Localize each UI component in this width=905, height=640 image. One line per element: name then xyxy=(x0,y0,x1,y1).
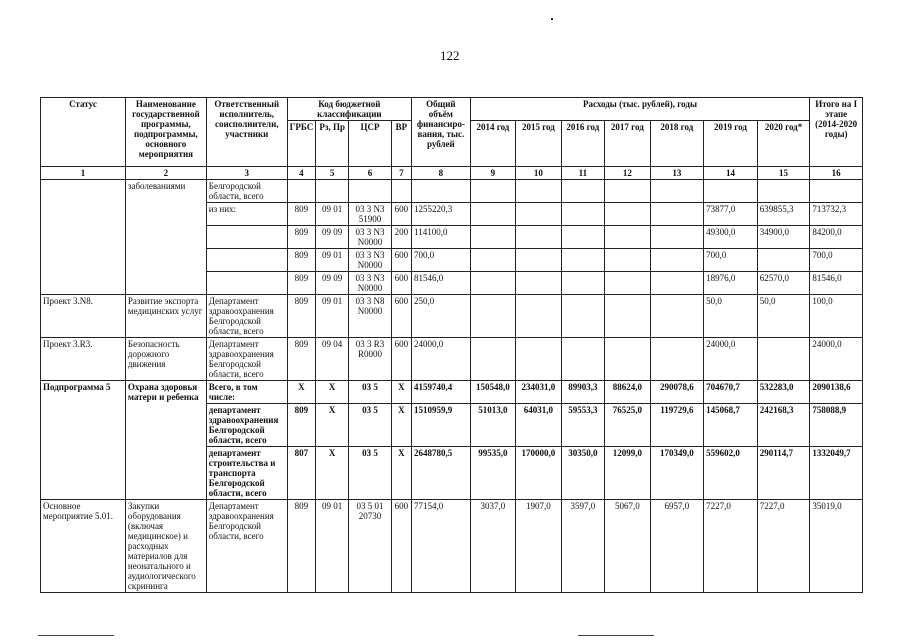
cell-2014 xyxy=(470,180,515,203)
header-expenses: Расходы (тыс. рублей), годы xyxy=(470,98,810,121)
cell-rz-pr: 09 09 xyxy=(315,226,348,249)
speck-mark xyxy=(551,18,553,20)
col-index: 5 xyxy=(315,167,348,180)
header-vr: ВР xyxy=(391,121,411,167)
cell-csr: 03 3 N3 N0000 xyxy=(349,226,391,249)
cell-executor: Белгородской области, всего xyxy=(206,180,287,203)
cell-2017 xyxy=(605,249,650,272)
cell-total: 2648780,5 xyxy=(412,447,471,500)
header-2017: 2017 год xyxy=(605,121,650,167)
cell-2016: 3597,0 xyxy=(561,500,604,593)
cell-status xyxy=(41,272,126,295)
cell-grbs: 809 xyxy=(287,338,315,381)
cell-rz-pr: 09 01 xyxy=(315,500,348,593)
cell-2015 xyxy=(516,180,561,203)
cell-2017 xyxy=(605,295,650,338)
table-row xyxy=(41,500,863,593)
cell-2019: 145068,7 xyxy=(704,404,758,447)
col-index: 12 xyxy=(605,167,650,180)
cell-2015 xyxy=(516,226,561,249)
cell-name xyxy=(125,203,206,226)
cell-2015 xyxy=(516,338,561,381)
col-index: 11 xyxy=(561,167,604,180)
cell-vr: Х xyxy=(391,381,411,404)
cell-2020: 639855,3 xyxy=(757,203,810,226)
cell-2019: 50,0 xyxy=(704,295,758,338)
cell-2019 xyxy=(704,180,758,203)
table-row xyxy=(41,226,863,249)
cell-total: 24000,0 xyxy=(412,338,471,381)
cell-2018: 170349,0 xyxy=(650,447,704,500)
header-name: Наименование государственной программы, подпрограммы, основного мероприятия xyxy=(125,98,206,167)
cell-csr: 03 5 xyxy=(349,447,391,500)
cell-csr: 03 5 xyxy=(349,404,391,447)
cell-itogo: 713732,3 xyxy=(810,203,863,226)
cell-grbs: 809 xyxy=(287,404,315,447)
cell-2014 xyxy=(470,295,515,338)
col-index: 8 xyxy=(412,167,471,180)
cell-grbs: 809 xyxy=(287,272,315,295)
cell-executor: департамент здравоохранения Белгородской области, всего xyxy=(206,404,287,447)
header-2019: 2019 год xyxy=(704,121,758,167)
cell-2015: 1907,0 xyxy=(516,500,561,593)
cell-csr: 03 3 N3 51900 xyxy=(349,203,391,226)
cell-status xyxy=(41,180,126,203)
cell-executor: Департамент здравоохранения Белгородской области, всего xyxy=(206,500,287,593)
cell-name xyxy=(125,447,206,500)
cell-itogo: 700,0 xyxy=(810,249,863,272)
cell-2019: 559602,0 xyxy=(704,447,758,500)
cell-itogo: 100,0 xyxy=(810,295,863,338)
col-index: 4 xyxy=(287,167,315,180)
header-2016: 2016 год xyxy=(561,121,604,167)
cell-grbs: Х xyxy=(287,381,315,404)
cell-name: Безопасность дорожного движения xyxy=(125,338,206,381)
cell-vr: 600 xyxy=(391,249,411,272)
col-index: 16 xyxy=(810,167,863,180)
header-2015: 2015 год xyxy=(516,121,561,167)
cell-grbs: 809 xyxy=(287,295,315,338)
header-2014: 2014 год xyxy=(470,121,515,167)
cell-2018 xyxy=(650,272,704,295)
cell-2018: 6957,0 xyxy=(650,500,704,593)
col-index: 1 xyxy=(41,167,126,180)
footer-rule-left xyxy=(38,635,114,636)
cell-2017: 76525,0 xyxy=(605,404,650,447)
cell-rz-pr: Х xyxy=(315,381,348,404)
cell-executor: Департамент здравоохранения Белгородской области, всего xyxy=(206,295,287,338)
cell-status: Проект 3.R3. xyxy=(41,338,126,381)
cell-2020: 290114,7 xyxy=(757,447,810,500)
cell-itogo: 2090138,6 xyxy=(810,381,863,404)
cell-name: Развитие экспорта медицинских услуг xyxy=(125,295,206,338)
cell-status xyxy=(41,203,126,226)
cell-name: заболеваниями xyxy=(125,180,206,203)
cell-rz-pr: 09 01 xyxy=(315,203,348,226)
cell-2017 xyxy=(605,226,650,249)
cell-rz-pr: 09 01 xyxy=(315,295,348,338)
cell-2020 xyxy=(757,249,810,272)
header-itogo: Итого на I этапе (2014-2020 годы) xyxy=(810,98,863,167)
cell-2014: 3037,0 xyxy=(470,500,515,593)
cell-2014 xyxy=(470,203,515,226)
cell-2016 xyxy=(561,226,604,249)
cell-itogo: 1332049,7 xyxy=(810,447,863,500)
cell-2019: 700,0 xyxy=(704,249,758,272)
cell-2014 xyxy=(470,338,515,381)
footer-rule-right xyxy=(578,635,654,636)
cell-2016 xyxy=(561,272,604,295)
budget-table xyxy=(40,97,863,593)
cell-2016 xyxy=(561,249,604,272)
cell-vr: 600 xyxy=(391,338,411,381)
cell-grbs: 809 xyxy=(287,249,315,272)
cell-2018 xyxy=(650,226,704,249)
cell-csr: 03 3 N8 N0000 xyxy=(349,295,391,338)
cell-name xyxy=(125,249,206,272)
cell-vr: 600 xyxy=(391,272,411,295)
table-row xyxy=(41,249,863,272)
cell-rz-pr: Х xyxy=(315,404,348,447)
column-index-row xyxy=(41,167,863,180)
cell-executor: департамент строительства и транспорта Белгородской области, всего xyxy=(206,447,287,500)
cell-grbs: 809 xyxy=(287,226,315,249)
cell-total: 114100,0 xyxy=(412,226,471,249)
cell-executor xyxy=(206,272,287,295)
cell-2019: 24000,0 xyxy=(704,338,758,381)
cell-total: 4159740,4 xyxy=(412,381,471,404)
cell-itogo: 84200,0 xyxy=(810,226,863,249)
cell-status: Основное мероприятие 5.01. xyxy=(41,500,126,593)
cell-2018 xyxy=(650,180,704,203)
cell-2018 xyxy=(650,338,704,381)
cell-2018 xyxy=(650,295,704,338)
cell-2017: 88624,0 xyxy=(605,381,650,404)
cell-status: Проект 3.N8. xyxy=(41,295,126,338)
cell-total: 1510959,9 xyxy=(412,404,471,447)
col-index: 6 xyxy=(349,167,391,180)
cell-2016 xyxy=(561,203,604,226)
cell-2016 xyxy=(561,295,604,338)
cell-name xyxy=(125,226,206,249)
cell-total: 81546,0 xyxy=(412,272,471,295)
header-budget-code: Код бюджетной классификации xyxy=(287,98,411,121)
table-row xyxy=(41,272,863,295)
page-number: 122 xyxy=(440,48,460,63)
cell-2015: 64031,0 xyxy=(516,404,561,447)
cell-2020: 7227,0 xyxy=(757,500,810,593)
table-row xyxy=(41,404,863,447)
cell-rz-pr: 09 01 xyxy=(315,249,348,272)
cell-itogo: 81546,0 xyxy=(810,272,863,295)
cell-vr: 600 xyxy=(391,295,411,338)
header-grbs: ГРБС xyxy=(287,121,315,167)
cell-2017 xyxy=(605,272,650,295)
cell-grbs: 809 xyxy=(287,203,315,226)
cell-total: 77154,0 xyxy=(412,500,471,593)
cell-2020: 532283,0 xyxy=(757,381,810,404)
cell-csr: 03 3 N3 N0000 xyxy=(349,272,391,295)
cell-2020: 34900,0 xyxy=(757,226,810,249)
cell-2014 xyxy=(470,272,515,295)
cell-rz-pr xyxy=(315,180,348,203)
cell-status xyxy=(41,447,126,500)
header-total: Общий объём финансиро-вания, тыс. рублей xyxy=(412,98,471,167)
col-index: 15 xyxy=(757,167,810,180)
cell-2016 xyxy=(561,180,604,203)
cell-executor xyxy=(206,249,287,272)
cell-2017: 5067,0 xyxy=(605,500,650,593)
cell-csr: 03 3 N3 N0000 xyxy=(349,249,391,272)
cell-vr: 200 xyxy=(391,226,411,249)
cell-name xyxy=(125,272,206,295)
cell-name: Охрана здоровья матери и ребенка xyxy=(125,381,206,404)
cell-2014: 51013,0 xyxy=(470,404,515,447)
cell-2014: 150548,0 xyxy=(470,381,515,404)
cell-2017 xyxy=(605,180,650,203)
cell-status: Подпрограмма 5 xyxy=(41,381,126,404)
cell-2018: 290078,6 xyxy=(650,381,704,404)
cell-2018 xyxy=(650,203,704,226)
col-index: 2 xyxy=(125,167,206,180)
cell-2019: 73877,0 xyxy=(704,203,758,226)
header-2020: 2020 год* xyxy=(757,121,810,167)
cell-itogo xyxy=(810,180,863,203)
cell-2015 xyxy=(516,249,561,272)
cell-2016 xyxy=(561,338,604,381)
header-status: Статус xyxy=(41,98,126,167)
table-row xyxy=(41,203,863,226)
cell-vr: 600 xyxy=(391,500,411,593)
cell-2015: 234031,0 xyxy=(516,381,561,404)
cell-total: 250,0 xyxy=(412,295,471,338)
cell-2015 xyxy=(516,203,561,226)
cell-itogo: 758088,9 xyxy=(810,404,863,447)
cell-2020: 242168,3 xyxy=(757,404,810,447)
cell-name: Закупки оборудования (включая медицинское) и расходных материалов для неонатального и аудиологического скрининга xyxy=(125,500,206,593)
cell-rz-pr: Х xyxy=(315,447,348,500)
cell-executor: из них: xyxy=(206,203,287,226)
cell-vr: 600 xyxy=(391,203,411,226)
cell-executor: Всего, в том числе: xyxy=(206,381,287,404)
header-executor: Ответственный исполнитель, соисполнители, участники xyxy=(206,98,287,167)
cell-2019: 704670,7 xyxy=(704,381,758,404)
header-2018: 2018 год xyxy=(650,121,704,167)
cell-2019: 49300,0 xyxy=(704,226,758,249)
cell-status xyxy=(41,404,126,447)
cell-status xyxy=(41,226,126,249)
table-row xyxy=(41,295,863,338)
header-csr: ЦСР xyxy=(349,121,391,167)
cell-total: 700,0 xyxy=(412,249,471,272)
cell-2017: 12099,0 xyxy=(605,447,650,500)
col-index: 9 xyxy=(470,167,515,180)
cell-2015 xyxy=(516,272,561,295)
cell-grbs: 809 xyxy=(287,500,315,593)
cell-2015: 170000,0 xyxy=(516,447,561,500)
cell-csr xyxy=(349,180,391,203)
cell-2019: 7227,0 xyxy=(704,500,758,593)
cell-csr: 03 5 xyxy=(349,381,391,404)
cell-2014 xyxy=(470,249,515,272)
cell-status xyxy=(41,249,126,272)
cell-2019: 18976,0 xyxy=(704,272,758,295)
cell-2018 xyxy=(650,249,704,272)
cell-rz-pr: 09 04 xyxy=(315,338,348,381)
cell-itogo: 35019,0 xyxy=(810,500,863,593)
table-row xyxy=(41,447,863,500)
cell-vr xyxy=(391,180,411,203)
cell-2020 xyxy=(757,180,810,203)
cell-2020: 50,0 xyxy=(757,295,810,338)
cell-2014 xyxy=(470,226,515,249)
cell-rz-pr: 09 09 xyxy=(315,272,348,295)
table-row xyxy=(41,381,863,404)
cell-2017 xyxy=(605,338,650,381)
cell-executor: Департамент здравоохранения Белгородской области, всего xyxy=(206,338,287,381)
cell-2015 xyxy=(516,295,561,338)
cell-2018: 119729,6 xyxy=(650,404,704,447)
cell-csr: 03 5 01 20730 xyxy=(349,500,391,593)
col-index: 14 xyxy=(704,167,758,180)
cell-2020: 62570,0 xyxy=(757,272,810,295)
cell-2017 xyxy=(605,203,650,226)
cell-vr: Х xyxy=(391,404,411,447)
cell-2014: 99535,0 xyxy=(470,447,515,500)
cell-itogo: 24000,0 xyxy=(810,338,863,381)
cell-csr: 03 3 R3 R0000 xyxy=(349,338,391,381)
table-row xyxy=(41,338,863,381)
cell-2016: 59553,3 xyxy=(561,404,604,447)
col-index: 3 xyxy=(206,167,287,180)
cell-total xyxy=(412,180,471,203)
cell-executor xyxy=(206,226,287,249)
cell-2016: 30350,0 xyxy=(561,447,604,500)
cell-name xyxy=(125,404,206,447)
cell-grbs xyxy=(287,180,315,203)
cell-2016: 89903,3 xyxy=(561,381,604,404)
cell-total: 1255220,3 xyxy=(412,203,471,226)
cell-grbs: 807 xyxy=(287,447,315,500)
cell-vr: Х xyxy=(391,447,411,500)
col-index: 10 xyxy=(516,167,561,180)
cell-2020 xyxy=(757,338,810,381)
header-rz-pr: Рз, Пр xyxy=(315,121,348,167)
col-index: 13 xyxy=(650,167,704,180)
table-row xyxy=(41,180,863,203)
col-index: 7 xyxy=(391,167,411,180)
